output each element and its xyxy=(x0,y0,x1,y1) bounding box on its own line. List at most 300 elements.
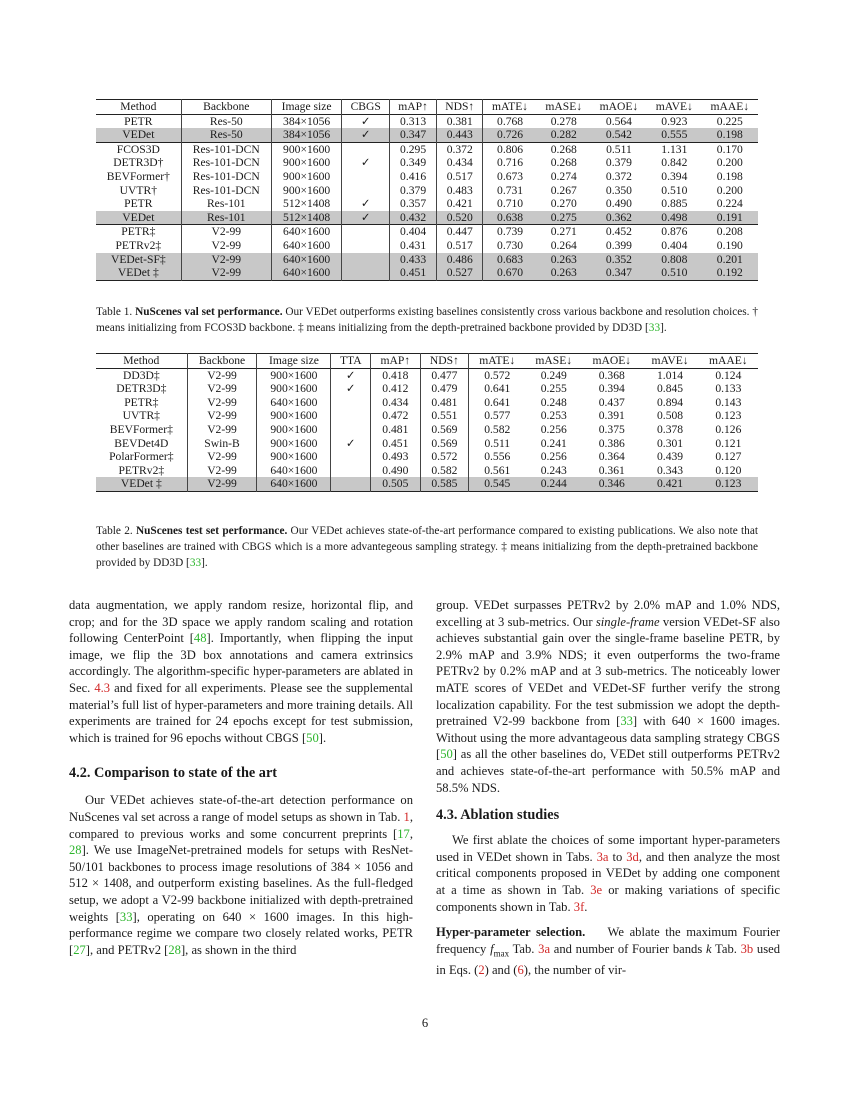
cell-maoe: 0.362 xyxy=(591,211,647,225)
cell-backbone: Res-101 xyxy=(181,197,271,211)
cell-size: 900×1600 xyxy=(271,170,341,184)
cell-mate: 0.673 xyxy=(497,169,524,183)
cell-flag: ✓ xyxy=(342,128,390,142)
cell-maae: 0.190 xyxy=(716,238,743,252)
cell-mave: 1.131 xyxy=(661,142,688,156)
cell-size: 640×1600 xyxy=(257,477,331,491)
equation-link[interactable]: 6 xyxy=(517,962,524,977)
cell-maoe: 0.368 xyxy=(598,368,625,382)
cell-maae: 0.200 xyxy=(716,156,743,170)
cell-mave: 1.014 xyxy=(657,368,684,382)
citation-link[interactable]: 50 xyxy=(440,747,453,762)
table-header-row xyxy=(96,100,758,115)
cell-nds: 0.551 xyxy=(420,409,469,423)
cell-mave: 0.510 xyxy=(647,266,702,280)
cell-maoe: 0.361 xyxy=(598,463,625,477)
cell-nds: 0.481 xyxy=(420,396,469,410)
caption-title: NuScenes test set performance. xyxy=(135,525,288,537)
caption-text: Our VEDet achieves state-of-the-art performance compared to existing publications. We also note that other baselines are trained with CBGS which is a more advantegeous sampling strategy. ‡ means initializing from the depth-pretrained backbone provided by DD3D [ xyxy=(96,525,758,569)
cell-method: DD3D‡ xyxy=(96,368,187,382)
table-row xyxy=(96,128,758,142)
cell-maoe: 0.364 xyxy=(598,450,625,464)
cell-backbone: V2-99 xyxy=(187,423,257,437)
cell-method: UVTR‡ xyxy=(96,409,187,423)
table-link[interactable]: 3e xyxy=(590,882,603,897)
cell-size: 512×1408 xyxy=(271,211,341,225)
header-maoe: mAOE↓ xyxy=(599,100,639,113)
cell-flag: ✓ xyxy=(342,156,390,170)
cell-nds: 0.447 xyxy=(437,225,483,239)
math-symbol: k xyxy=(705,941,712,956)
cell-backbone: Res-101-DCN xyxy=(181,142,271,156)
text: version VEDet-SF also achieves substantial gain over the single-frame baseline PETR, by 2.9% mAP and 3.9% NDS; it even outperforms the two-frame PETRv2 by 0.2% mAP and at 3 sub-metrics. The noticeably lower mATE scores of VEDet and VEDet-SF further verify the strong localization capability. For the test submission we adopt the depth-pretrained V2-99 backbone from [ xyxy=(436,614,780,729)
header-mave: mAVE↓ xyxy=(651,354,689,367)
table-row xyxy=(96,114,758,128)
cell-mate: 0.731 xyxy=(497,183,524,197)
header-mase: mASE↓ xyxy=(535,354,573,367)
caption-label: Table 2. xyxy=(96,525,133,537)
math-symbol: f xyxy=(490,941,494,956)
table-link[interactable]: 3f xyxy=(573,899,585,914)
header-nds: NDS↑ xyxy=(420,354,469,369)
cell-mave: 0.845 xyxy=(657,382,684,396)
cell-mase: 0.263 xyxy=(537,266,591,280)
cell-flag xyxy=(331,450,371,464)
table-link[interactable]: 1 xyxy=(403,809,410,824)
cell-maae: 0.121 xyxy=(715,436,742,450)
citation-link[interactable]: 28 xyxy=(69,843,82,858)
table-row xyxy=(96,382,758,396)
text: ], operating on 640 × 1600 images. In this high-performance regime we compare two closely related works, PETR [ xyxy=(69,909,413,957)
section-link[interactable]: 4.3 xyxy=(94,680,111,695)
cell-size: 640×1600 xyxy=(257,396,331,410)
cell-nds: 0.572 xyxy=(420,450,469,464)
cell-size: 900×1600 xyxy=(257,450,331,464)
cell-flag xyxy=(331,464,371,478)
text: to xyxy=(608,849,627,864)
equation-link[interactable]: 2 xyxy=(478,962,485,977)
cell-flag xyxy=(342,142,390,156)
cell-mate: 0.556 xyxy=(484,450,511,464)
cell-map: 0.347 xyxy=(390,128,437,142)
cell-nds: 0.569 xyxy=(420,437,469,451)
paragraph-training-details xyxy=(69,597,413,746)
cell-method: VEDet ‡ xyxy=(96,266,181,280)
cell-maoe: 0.564 xyxy=(605,114,632,128)
cell-map: 0.412 xyxy=(371,382,420,396)
header-mase: mASE↓ xyxy=(545,100,583,113)
cell-map: 0.433 xyxy=(390,253,437,267)
cell-size: 900×1600 xyxy=(257,368,331,382)
cell-mase: 0.253 xyxy=(540,409,567,423)
cell-map: 0.490 xyxy=(371,464,420,478)
cell-mave: 0.808 xyxy=(647,253,702,267)
cell-nds: 0.520 xyxy=(437,211,483,225)
table-link[interactable]: 3a xyxy=(596,849,609,864)
cell-maae: 0.127 xyxy=(715,450,742,464)
table-row xyxy=(96,142,758,156)
cell-maae: 0.198 xyxy=(702,128,758,142)
paragraph-comparison xyxy=(69,792,413,958)
header-image-size: Image size xyxy=(271,100,341,115)
cell-mave: 0.343 xyxy=(657,463,684,477)
cell-method: FCOS3D xyxy=(96,142,181,156)
citation-link[interactable]: 33 xyxy=(119,909,133,924)
cell-maoe: 0.511 xyxy=(606,142,632,156)
paragraph-ablation xyxy=(436,832,780,915)
citation-link[interactable]: 50 xyxy=(306,730,319,745)
citation-link[interactable]: 28 xyxy=(168,942,181,957)
cell-maae: 0.124 xyxy=(715,368,742,382)
paragraph-results xyxy=(436,597,780,796)
cell-flag: ✓ xyxy=(342,114,390,128)
cell-mave: 0.508 xyxy=(657,409,684,423)
table-row xyxy=(96,396,758,410)
cell-size: 900×1600 xyxy=(257,382,331,396)
cell-mave: 0.876 xyxy=(661,225,688,239)
header-image-size: Image size xyxy=(257,354,331,369)
section-heading-4-3: 4.3. Ablation studies xyxy=(436,807,560,824)
cell-mase: 0.282 xyxy=(537,128,591,142)
cell-mate: 0.726 xyxy=(483,128,537,142)
cell-mate: 0.561 xyxy=(484,463,511,477)
cell-mave: 0.555 xyxy=(647,128,702,142)
cell-backbone: V2-99 xyxy=(181,253,271,267)
cell-backbone: V2-99 xyxy=(187,464,257,478)
cell-maoe: 0.372 xyxy=(605,169,632,183)
cell-mase: 0.268 xyxy=(550,142,577,156)
table-row xyxy=(96,211,758,225)
text: ] as all the other baselines do, VEDet still outperforms PETRv2 and achieves state-of-the-art performance with 50.5% mAP and 58.5% NDS. xyxy=(436,747,780,795)
text: ]. xyxy=(318,730,327,745)
cell-nds: 0.569 xyxy=(420,423,469,437)
cell-mase: 0.270 xyxy=(550,197,577,211)
cell-maae: 0.225 xyxy=(716,114,743,128)
cell-method: VEDet ‡ xyxy=(96,477,187,491)
cell-maoe: 0.386 xyxy=(598,436,625,450)
header-maae: mAAE↓ xyxy=(709,354,748,367)
text: and number of Fourier bands xyxy=(550,941,706,956)
cell-mase: 0.249 xyxy=(540,368,567,382)
cell-map: 0.434 xyxy=(371,396,420,410)
paragraph-heading: Hyper-parameter selection. xyxy=(436,925,586,940)
table-1-val-performance xyxy=(96,99,758,281)
cell-nds: 0.479 xyxy=(420,382,469,396)
cell-flag: ✓ xyxy=(331,382,371,396)
cell-mase: 0.263 xyxy=(537,253,591,267)
cell-nds: 0.477 xyxy=(420,368,469,382)
table-row xyxy=(96,170,758,184)
cell-backbone: V2-99 xyxy=(187,450,257,464)
cell-mave: 0.510 xyxy=(661,183,688,197)
cell-mave: 0.498 xyxy=(647,211,702,225)
cell-mate: 0.683 xyxy=(483,253,537,267)
text: , xyxy=(409,826,413,841)
paragraph-hyperparameter xyxy=(436,924,784,978)
cell-nds: 0.434 xyxy=(437,156,483,170)
cell-mave: 0.923 xyxy=(661,114,688,128)
caption-text-end: ]. xyxy=(201,557,208,569)
cell-maoe: 0.346 xyxy=(582,477,641,491)
cell-size: 900×1600 xyxy=(271,184,341,198)
cell-mate: 0.670 xyxy=(483,266,537,280)
cell-mase: 0.271 xyxy=(550,225,577,239)
cell-mate: 0.577 xyxy=(484,409,511,423)
cell-maoe: 0.437 xyxy=(598,395,625,409)
citation-link[interactable]: 33 xyxy=(648,322,661,334)
cell-mave: 0.378 xyxy=(657,422,684,436)
cell-mate: 0.730 xyxy=(497,238,524,252)
cell-map: 0.418 xyxy=(371,368,420,382)
cell-map: 0.472 xyxy=(371,409,420,423)
table-link[interactable]: 3a xyxy=(538,941,551,956)
cell-mase: 0.274 xyxy=(550,169,577,183)
cell-backbone: Res-50 xyxy=(181,114,271,128)
cell-flag: ✓ xyxy=(331,368,371,382)
cell-mase: 0.264 xyxy=(550,238,577,252)
cell-mave: 0.439 xyxy=(657,450,684,464)
cell-backbone: Res-101 xyxy=(181,211,271,225)
cell-backbone: Res-101-DCN xyxy=(181,184,271,198)
cell-maoe: 0.542 xyxy=(591,128,647,142)
cell-maae: 0.133 xyxy=(715,382,742,396)
cell-method: PETRv2‡ xyxy=(96,239,181,253)
cell-flag xyxy=(331,409,371,423)
cell-method: BEVFormer† xyxy=(96,170,181,184)
cell-maae: 0.170 xyxy=(716,142,743,156)
cell-size: 512×1408 xyxy=(271,197,341,211)
cell-maae: 0.191 xyxy=(702,211,758,225)
cell-map: 0.431 xyxy=(390,239,437,253)
text: ], as shown in the third xyxy=(180,942,297,957)
left-column xyxy=(69,597,413,958)
cell-backbone: V2-99 xyxy=(181,225,271,239)
cell-nds: 0.486 xyxy=(437,253,483,267)
section-heading-4-2: 4.2. Comparison to state of the art xyxy=(69,765,278,782)
cell-backbone: V2-99 xyxy=(187,382,257,396)
cell-method: PETRv2‡ xyxy=(96,464,187,478)
cell-map: 0.404 xyxy=(390,225,437,239)
cell-maoe: 0.452 xyxy=(605,225,632,239)
header-maoe: mAOE↓ xyxy=(592,354,632,367)
cell-mate: 0.806 xyxy=(497,142,524,156)
text: ] with 640 × 1600 images. Without using the more advantageous data sampling strategy CBGS [ xyxy=(436,714,780,762)
cell-nds: 0.372 xyxy=(437,142,483,156)
cell-nds: 0.585 xyxy=(420,477,469,491)
math-subscript: max xyxy=(493,948,510,959)
cell-size: 900×1600 xyxy=(257,423,331,437)
citation-link[interactable]: 33 xyxy=(620,714,633,729)
text: Tab. xyxy=(509,941,539,956)
cell-mate: 0.641 xyxy=(484,382,511,396)
cell-maoe: 0.399 xyxy=(605,238,632,252)
text: ), the number of vir- xyxy=(523,962,627,977)
cell-flag xyxy=(331,396,371,410)
table-2-test-performance xyxy=(96,353,758,492)
text: , and then analyze the most critical components proposed in VEDet by adding one component at a time as shown in Tab. xyxy=(436,849,781,897)
cell-size: 640×1600 xyxy=(271,253,341,267)
cell-maoe: 0.490 xyxy=(605,197,632,211)
header-map: mAP↑ xyxy=(371,354,420,369)
header-map: mAP↑ xyxy=(390,100,437,115)
cell-maae: 0.192 xyxy=(702,266,758,280)
table-header-row xyxy=(96,354,758,369)
cell-mave: 0.842 xyxy=(661,156,688,170)
cell-maoe: 0.352 xyxy=(591,253,647,267)
text: We first ablate the choices of some important hyper-parameters used in VEDet shown in Tabs. xyxy=(436,833,780,864)
cell-mave: 0.894 xyxy=(657,395,684,409)
header-backbone: Backbone xyxy=(181,100,271,115)
citation-link[interactable]: 27 xyxy=(73,942,86,957)
header-method: Method xyxy=(96,354,187,369)
cell-nds: 0.517 xyxy=(437,239,483,253)
cell-method: VEDet-SF‡ xyxy=(96,253,181,267)
header-tta: TTA xyxy=(331,354,371,369)
cell-mate: 0.641 xyxy=(484,395,511,409)
cell-mate: 0.739 xyxy=(497,225,524,239)
cell-map: 0.379 xyxy=(390,184,437,198)
citation-link[interactable]: 48 xyxy=(193,631,207,646)
cell-mate: 0.638 xyxy=(483,211,537,225)
header-nds: NDS↑ xyxy=(437,100,483,115)
cell-method: UVTR† xyxy=(96,184,181,198)
text: Our VEDet achieves state-of-the-art detection performance on NuScenes val set across a range of model setups as shown in Tab. xyxy=(69,793,413,824)
cell-maae: 0.201 xyxy=(702,253,758,267)
cell-backbone: V2-99 xyxy=(181,266,271,280)
cell-flag xyxy=(331,477,371,491)
cell-method: PETR‡ xyxy=(96,396,187,410)
table-row xyxy=(96,239,758,253)
cell-mase: 0.268 xyxy=(550,156,577,170)
cell-mase: 0.256 xyxy=(540,422,567,436)
cell-method: DETR3D‡ xyxy=(96,382,187,396)
text: data augmentation, we apply random resize, horizontal flip, and crop; and for the 3D space we apply random scaling and rotation following CenterPoint [ xyxy=(69,598,413,646)
table-row xyxy=(96,184,758,198)
cell-method: BEVFormer‡ xyxy=(96,423,187,437)
cell-map: 0.451 xyxy=(371,437,420,451)
cell-maae: 0.120 xyxy=(715,463,742,477)
cell-method: PETR xyxy=(96,114,181,128)
cell-maoe: 0.379 xyxy=(605,156,632,170)
text: or making variations of specific components shown in Tab. xyxy=(436,882,780,914)
cell-size: 640×1600 xyxy=(257,464,331,478)
cell-maoe: 0.350 xyxy=(605,183,632,197)
cell-mave: 0.421 xyxy=(641,477,698,491)
cell-method: DETR3D† xyxy=(96,156,181,170)
caption-label: Table 1. xyxy=(96,306,133,318)
cell-nds: 0.443 xyxy=(437,128,483,142)
cell-method: VEDet xyxy=(96,211,181,225)
table-row xyxy=(96,409,758,423)
cell-backbone: V2-99 xyxy=(187,409,257,423)
cell-flag xyxy=(342,170,390,184)
cell-backbone: Res-101-DCN xyxy=(181,156,271,170)
cell-backbone: V2-99 xyxy=(187,368,257,382)
page-number: 6 xyxy=(421,1016,429,1030)
cell-mate: 0.716 xyxy=(497,156,524,170)
text: ) and ( xyxy=(484,962,518,977)
text: ], and PETRv2 [ xyxy=(85,942,169,957)
cell-backbone: V2-99 xyxy=(187,477,257,491)
cell-maae: 0.123 xyxy=(715,409,742,423)
cell-map: 0.505 xyxy=(371,477,420,491)
cell-mase: 0.256 xyxy=(540,450,567,464)
cell-mate: 0.511 xyxy=(484,436,511,450)
cell-map: 0.432 xyxy=(390,211,437,225)
text: . xyxy=(584,899,588,914)
cell-mase: 0.243 xyxy=(540,463,567,477)
cell-size: 900×1600 xyxy=(257,409,331,423)
cell-mase: 0.278 xyxy=(550,114,577,128)
cell-mase: 0.248 xyxy=(540,395,567,409)
cell-mase: 0.244 xyxy=(525,477,582,491)
cell-mate: 0.572 xyxy=(484,368,511,382)
citation-link[interactable]: 17 xyxy=(397,826,410,841)
table-2-caption xyxy=(96,523,758,571)
table-row xyxy=(96,450,758,464)
cell-mave: 0.885 xyxy=(661,197,688,211)
caption-text: Our VEDet outperforms existing baselines consistently cross various backbone and resolution choices. † means initializing from FCOS3D backbone. ‡ means initializing from the depth-pretrained backbone provided by DD3D [ xyxy=(96,306,758,334)
cell-map: 0.493 xyxy=(371,450,420,464)
table-1-caption xyxy=(96,304,758,336)
text: ]. Importantly, when flipping the input image, we flip the 3D box annotations and camera extrinsics accordingly. The algorithm-specific hyper-parameters are ablated in Sec. xyxy=(69,631,413,695)
cell-flag xyxy=(331,423,371,437)
cell-maae: 0.126 xyxy=(715,422,742,436)
cell-maae: 0.224 xyxy=(716,197,743,211)
cell-mave: 0.404 xyxy=(661,238,688,252)
caption-text-end: ]. xyxy=(660,322,667,334)
table-link[interactable]: 3d xyxy=(626,849,639,864)
header-backbone: Backbone xyxy=(187,354,257,369)
cell-method: VEDet xyxy=(96,128,181,142)
table-row xyxy=(96,423,758,437)
table-row xyxy=(96,477,758,491)
cell-map: 0.349 xyxy=(390,156,437,170)
cell-nds: 0.527 xyxy=(437,266,483,280)
cell-method: BEVDet4D xyxy=(96,437,187,451)
header-maae: mAAE↓ xyxy=(710,100,750,113)
cell-backbone: Swin-B xyxy=(187,437,257,451)
cell-mase: 0.275 xyxy=(537,211,591,225)
cell-flag xyxy=(342,225,390,239)
cell-size: 384×1056 xyxy=(271,128,341,142)
cell-flag xyxy=(342,184,390,198)
cell-flag xyxy=(342,253,390,267)
citation-link[interactable]: 33 xyxy=(189,557,202,569)
caption-title: NuScenes val set performance. xyxy=(135,306,283,318)
header-mate: mATE↓ xyxy=(479,354,516,367)
text: and fixed for all experiments. Please see the supplemental material’s full list of hyper-parameters and more training details. All experiments are trained for 24 epochs except for test submission, which is trained for 96 epochs without CBGS [ xyxy=(69,680,413,745)
cell-mase: 0.255 xyxy=(540,382,567,396)
emphasis-text: single-frame xyxy=(595,614,660,629)
right-column xyxy=(436,597,784,978)
cell-maoe: 0.394 xyxy=(598,382,625,396)
cell-flag xyxy=(342,266,390,280)
cell-mate: 0.710 xyxy=(497,197,524,211)
cell-map: 0.481 xyxy=(371,423,420,437)
text: , compared to previous works and some concurrent preprints [ xyxy=(69,809,413,841)
text: group. VEDet surpasses PETRv2 by 2.0% mAP and 1.0% NDS, excelling at 3 sub-metrics. Our xyxy=(436,598,780,629)
table-link[interactable]: 3b xyxy=(740,941,754,956)
cell-mase: 0.267 xyxy=(550,183,577,197)
cell-maae: 0.208 xyxy=(716,225,743,239)
text: Tab. xyxy=(711,941,741,956)
cell-backbone: V2-99 xyxy=(187,396,257,410)
cell-backbone: Res-50 xyxy=(181,128,271,142)
cell-method: PETR‡ xyxy=(96,225,181,239)
cell-mase: 0.241 xyxy=(540,436,567,450)
text: ]. We use ImageNet-pretrained models for setups with ResNet-50/101 backbones to process image resolutions of 384 × 1056 and 512 × 1408, and outperform existing baselines. As the full-fledged setup, we adopt a V2-99 backbone initialized with depth-pretrained weights [ xyxy=(69,843,413,924)
